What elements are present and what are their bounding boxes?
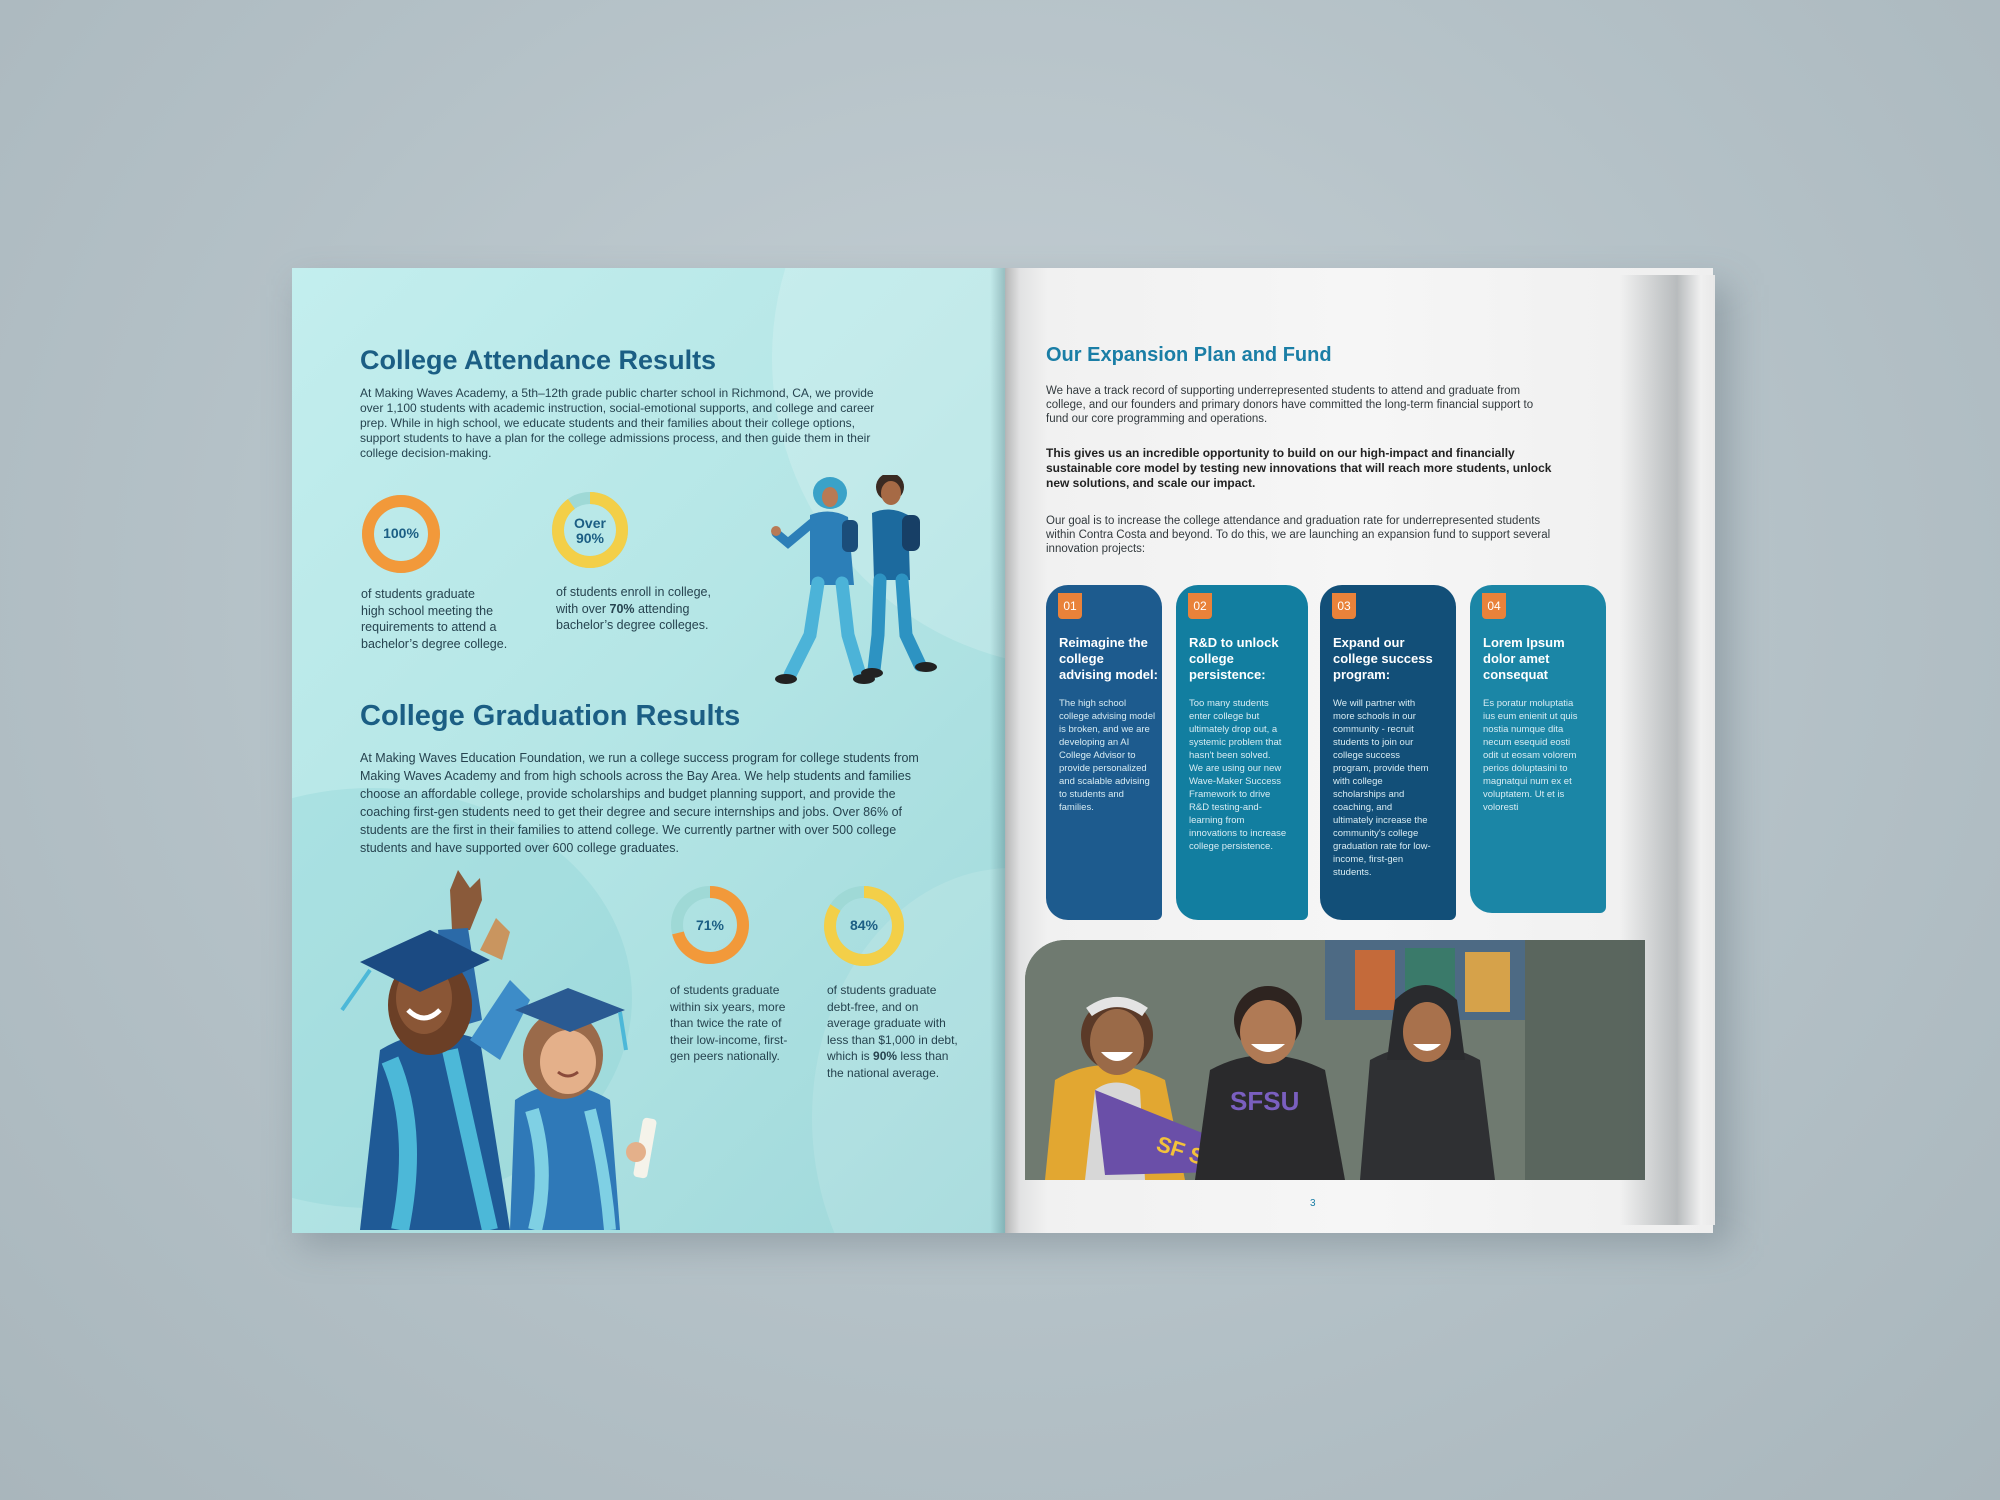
expansion-goal: Our goal is to increase the college attendance and graduation rate for underrepresented students within Contra Costa and beyond. To do this, we are launching an expansion fund to support several innovation projects: [1046,515,1551,555]
graduation-body: At Making Waves Education Foundation, we run a college success program for college students from Making Waves Academy and from high schools across the Bay Area. We help students and families choose an affordable college, provide scholarships and budget planning support, and provide the coaching first-gen students need to get their degree and secure internships and jobs. Over 86% of students are the first in their families to attend college. We currently partner with over 500 college students and have supported over 600 college graduates. [360,751,919,855]
stat-caption: of students graduate high school meeting the requirements to attend a bachelor’s degree college. [361,587,508,651]
card-body: We will partner with more schools in our community - recruit students to join our college success program, provide them with college scholarships and coaching, and ultimately increase the community's college graduation rate for low-income, first-gen students. [1333,698,1431,878]
project-card-01 [1046,585,1162,920]
students-photo [1025,940,1645,1180]
donut-label: 71% [695,917,725,933]
project-card-04 [1470,585,1606,913]
card-title: Expand our college success program: [1333,635,1433,682]
stat-caption: of students enroll in college, with over 70% attending bachelor’s degree colleges. [556,585,711,632]
graduates-illustration [320,870,690,1230]
graduation-title: College Graduation Results [360,700,741,732]
card-number: 04 [1482,593,1506,619]
expansion-title: Our Expansion Plan and Fund [1046,344,1332,366]
sweatshirt-text: SFSU [1230,1086,1300,1116]
attendance-body: At Making Waves Academy, a 5th–12th grade public charter school in Richmond, CA, we provide over 1,100 students with academic instruction, social-emotional supports, and college and career prep. While in high school, we educate students and their families about their college options, support students to have a plan for the college admissions process, and then guide them in their college decision-making. [360,386,875,460]
card-title: Reimagine the college advising model: [1059,635,1158,682]
donut-label: 84% [849,917,879,933]
project-card-03 [1320,585,1456,920]
page-curl [1620,275,1715,1225]
card-number: 03 [1332,593,1356,619]
card-body: Es poratur moluptatia ius eum enienit ut quis nostia numque dita necum esequid eosti odit ut eosam volorem perios doluptasini to magnatqui num ex et voluptatem. Ut et is voloresti [1483,698,1578,813]
stat-caption: of students graduate within six years, more than twice the rate of their low-income, first- gen peers nationally. [670,983,788,1063]
walking-students-illustration [770,475,950,695]
card-number: 01 [1058,593,1082,619]
card-body: The high school college advising model is broken, and we are developing an AI College Advisor to provide personalized and scalable advising to students and families. [1059,698,1156,813]
expansion-highlight: This gives us an incredible opportunity to build on our high-impact and financially sustainable core model by testing new innovations that will reach more students, unlock new solutions, and scale our impact. [1046,446,1552,490]
pennant-text: SF [1153,1130,1188,1164]
students-photo-drawing [1025,940,1645,1180]
stat-caption: of students graduate debt-free, and on average graduate with less than $1,000 in debt, which is 90% less than the national average. [827,983,958,1080]
booklet-spine [990,268,1020,1233]
card-title: Lorem Ipsum dolor amet consequat [1483,635,1565,682]
donut-label: Over 90% [574,515,606,546]
card-title: R&D to unlock college persistence: [1189,635,1279,682]
page-number: 3 [1310,1198,1316,1209]
project-card-02 [1176,585,1308,920]
expansion-intro: We have a track record of supporting underrepresented students to attend and graduate from college, and our founders and primary donors have committed the long-term financial support to fund our core programming and operations. [1046,385,1534,425]
card-body: Too many students enter college but ultimately drop out, a systemic problem that hasn't been solved. We are using our new Wave-Maker Success Framework to drive R&D testing-and-learning from innovations to increase college persistence. [1189,698,1287,852]
donut-label: 100% [383,525,419,541]
card-number: 02 [1188,593,1212,619]
attendance-title: College Attendance Results [360,345,717,375]
